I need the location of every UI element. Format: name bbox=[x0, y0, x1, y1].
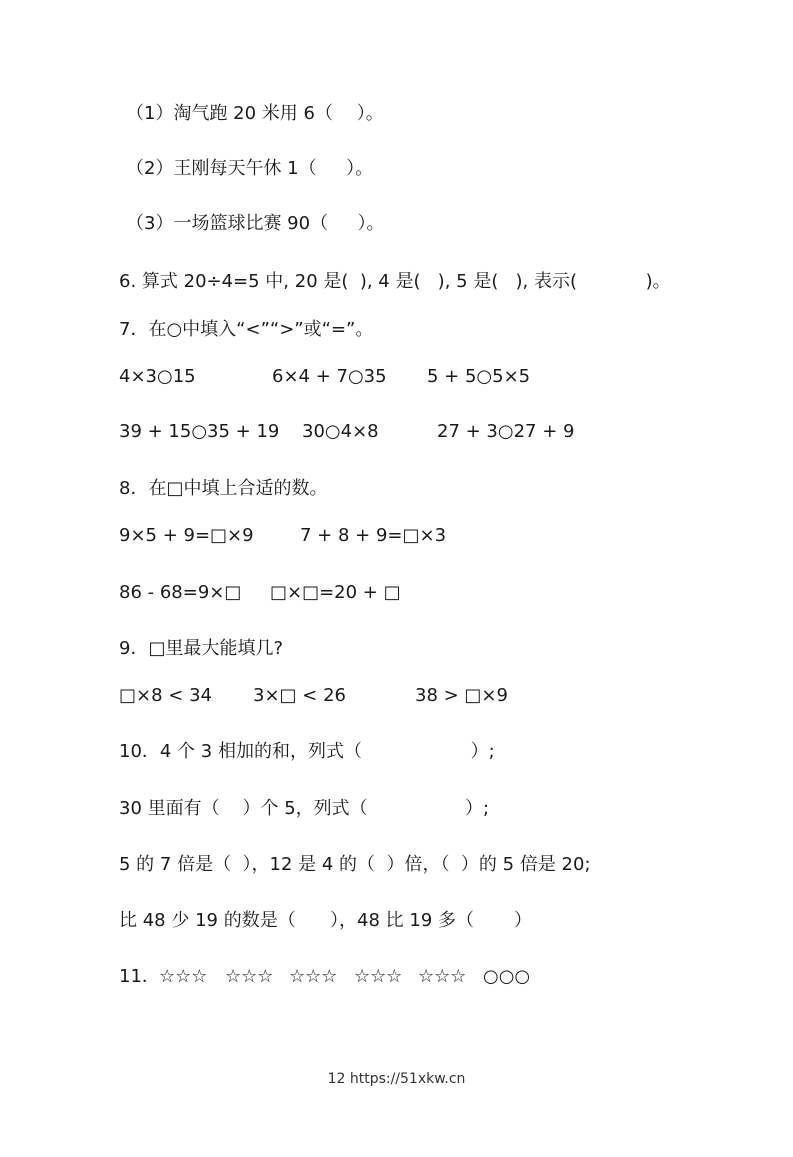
q7-row-1 bbox=[119, 365, 719, 389]
q9-expr: □×8 < 34 bbox=[119, 685, 212, 706]
q8-expr: 86 - 68=9×□ bbox=[119, 582, 242, 603]
q8-expr: 9×5 + 9=□×9 bbox=[119, 525, 254, 546]
star-group: ☆☆☆ bbox=[289, 966, 338, 987]
star-group: ☆☆☆ bbox=[159, 966, 208, 987]
q5-item-3: （3）一场篮球比赛 90（ ）。 bbox=[126, 213, 385, 234]
q8-title: 8．在□中填上合适的数。 bbox=[119, 478, 328, 499]
star-group: ☆☆☆ bbox=[418, 966, 467, 987]
circle-group: ○○○ bbox=[483, 966, 531, 987]
q10-line-2: 30 里面有（ ）个 5，列式（ ）; bbox=[119, 798, 490, 819]
q9-expr: 38 > □×9 bbox=[415, 685, 508, 706]
q8-expr: 7 + 8 + 9=□×3 bbox=[300, 525, 447, 546]
q10-line-3: 5 的 7 倍是（ ），12 是 4 的（ ）倍，（ ）的 5 倍是 20; bbox=[119, 854, 591, 875]
q7-expr: 39 + 15○35 + 19 bbox=[119, 421, 280, 442]
star-group: ☆☆☆ bbox=[354, 966, 403, 987]
q7-expr: 27 + 3○27 + 9 bbox=[437, 421, 575, 442]
q7-expr: 5 + 5○5×5 bbox=[427, 366, 531, 387]
q11-row bbox=[119, 965, 719, 989]
q9-title: 9．□里最大能填几? bbox=[119, 638, 284, 659]
q10-line-1: 10．4 个 3 相加的和，列式（ ）; bbox=[119, 741, 495, 762]
q7-row-2 bbox=[119, 420, 719, 444]
q9-row-1 bbox=[119, 684, 719, 708]
star-group: ☆☆☆ bbox=[225, 966, 274, 987]
q7-expr: 4×3○15 bbox=[119, 366, 196, 387]
q11-label: 11． bbox=[119, 966, 160, 987]
q8-expr: □×□=20 + □ bbox=[270, 582, 401, 603]
q9-expr: 3×□ < 26 bbox=[253, 685, 346, 706]
q10-line-4: 比 48 少 19 的数是（ ），48 比 19 多（ ） bbox=[119, 910, 533, 931]
page-footer: 12 https://51xkw.cn bbox=[327, 1071, 466, 1087]
q6-text: 6. 算式 20÷4=5 中, 20 是( ), 4 是( ), 5 是( ), 表示( )。 bbox=[119, 271, 671, 292]
q8-row-1 bbox=[119, 524, 719, 548]
q5-item-2: （2）王刚每天午休 1（ ）。 bbox=[126, 158, 374, 179]
q7-title: 7．在○中填入“<”“>”或“=”。 bbox=[119, 319, 374, 340]
q7-expr: 30○4×8 bbox=[302, 421, 379, 442]
q8-row-2 bbox=[119, 581, 719, 605]
q5-item-1: （1）淘气跑 20 米用 6（ ）。 bbox=[126, 103, 384, 124]
q7-expr: 6×4 + 7○35 bbox=[272, 366, 387, 387]
